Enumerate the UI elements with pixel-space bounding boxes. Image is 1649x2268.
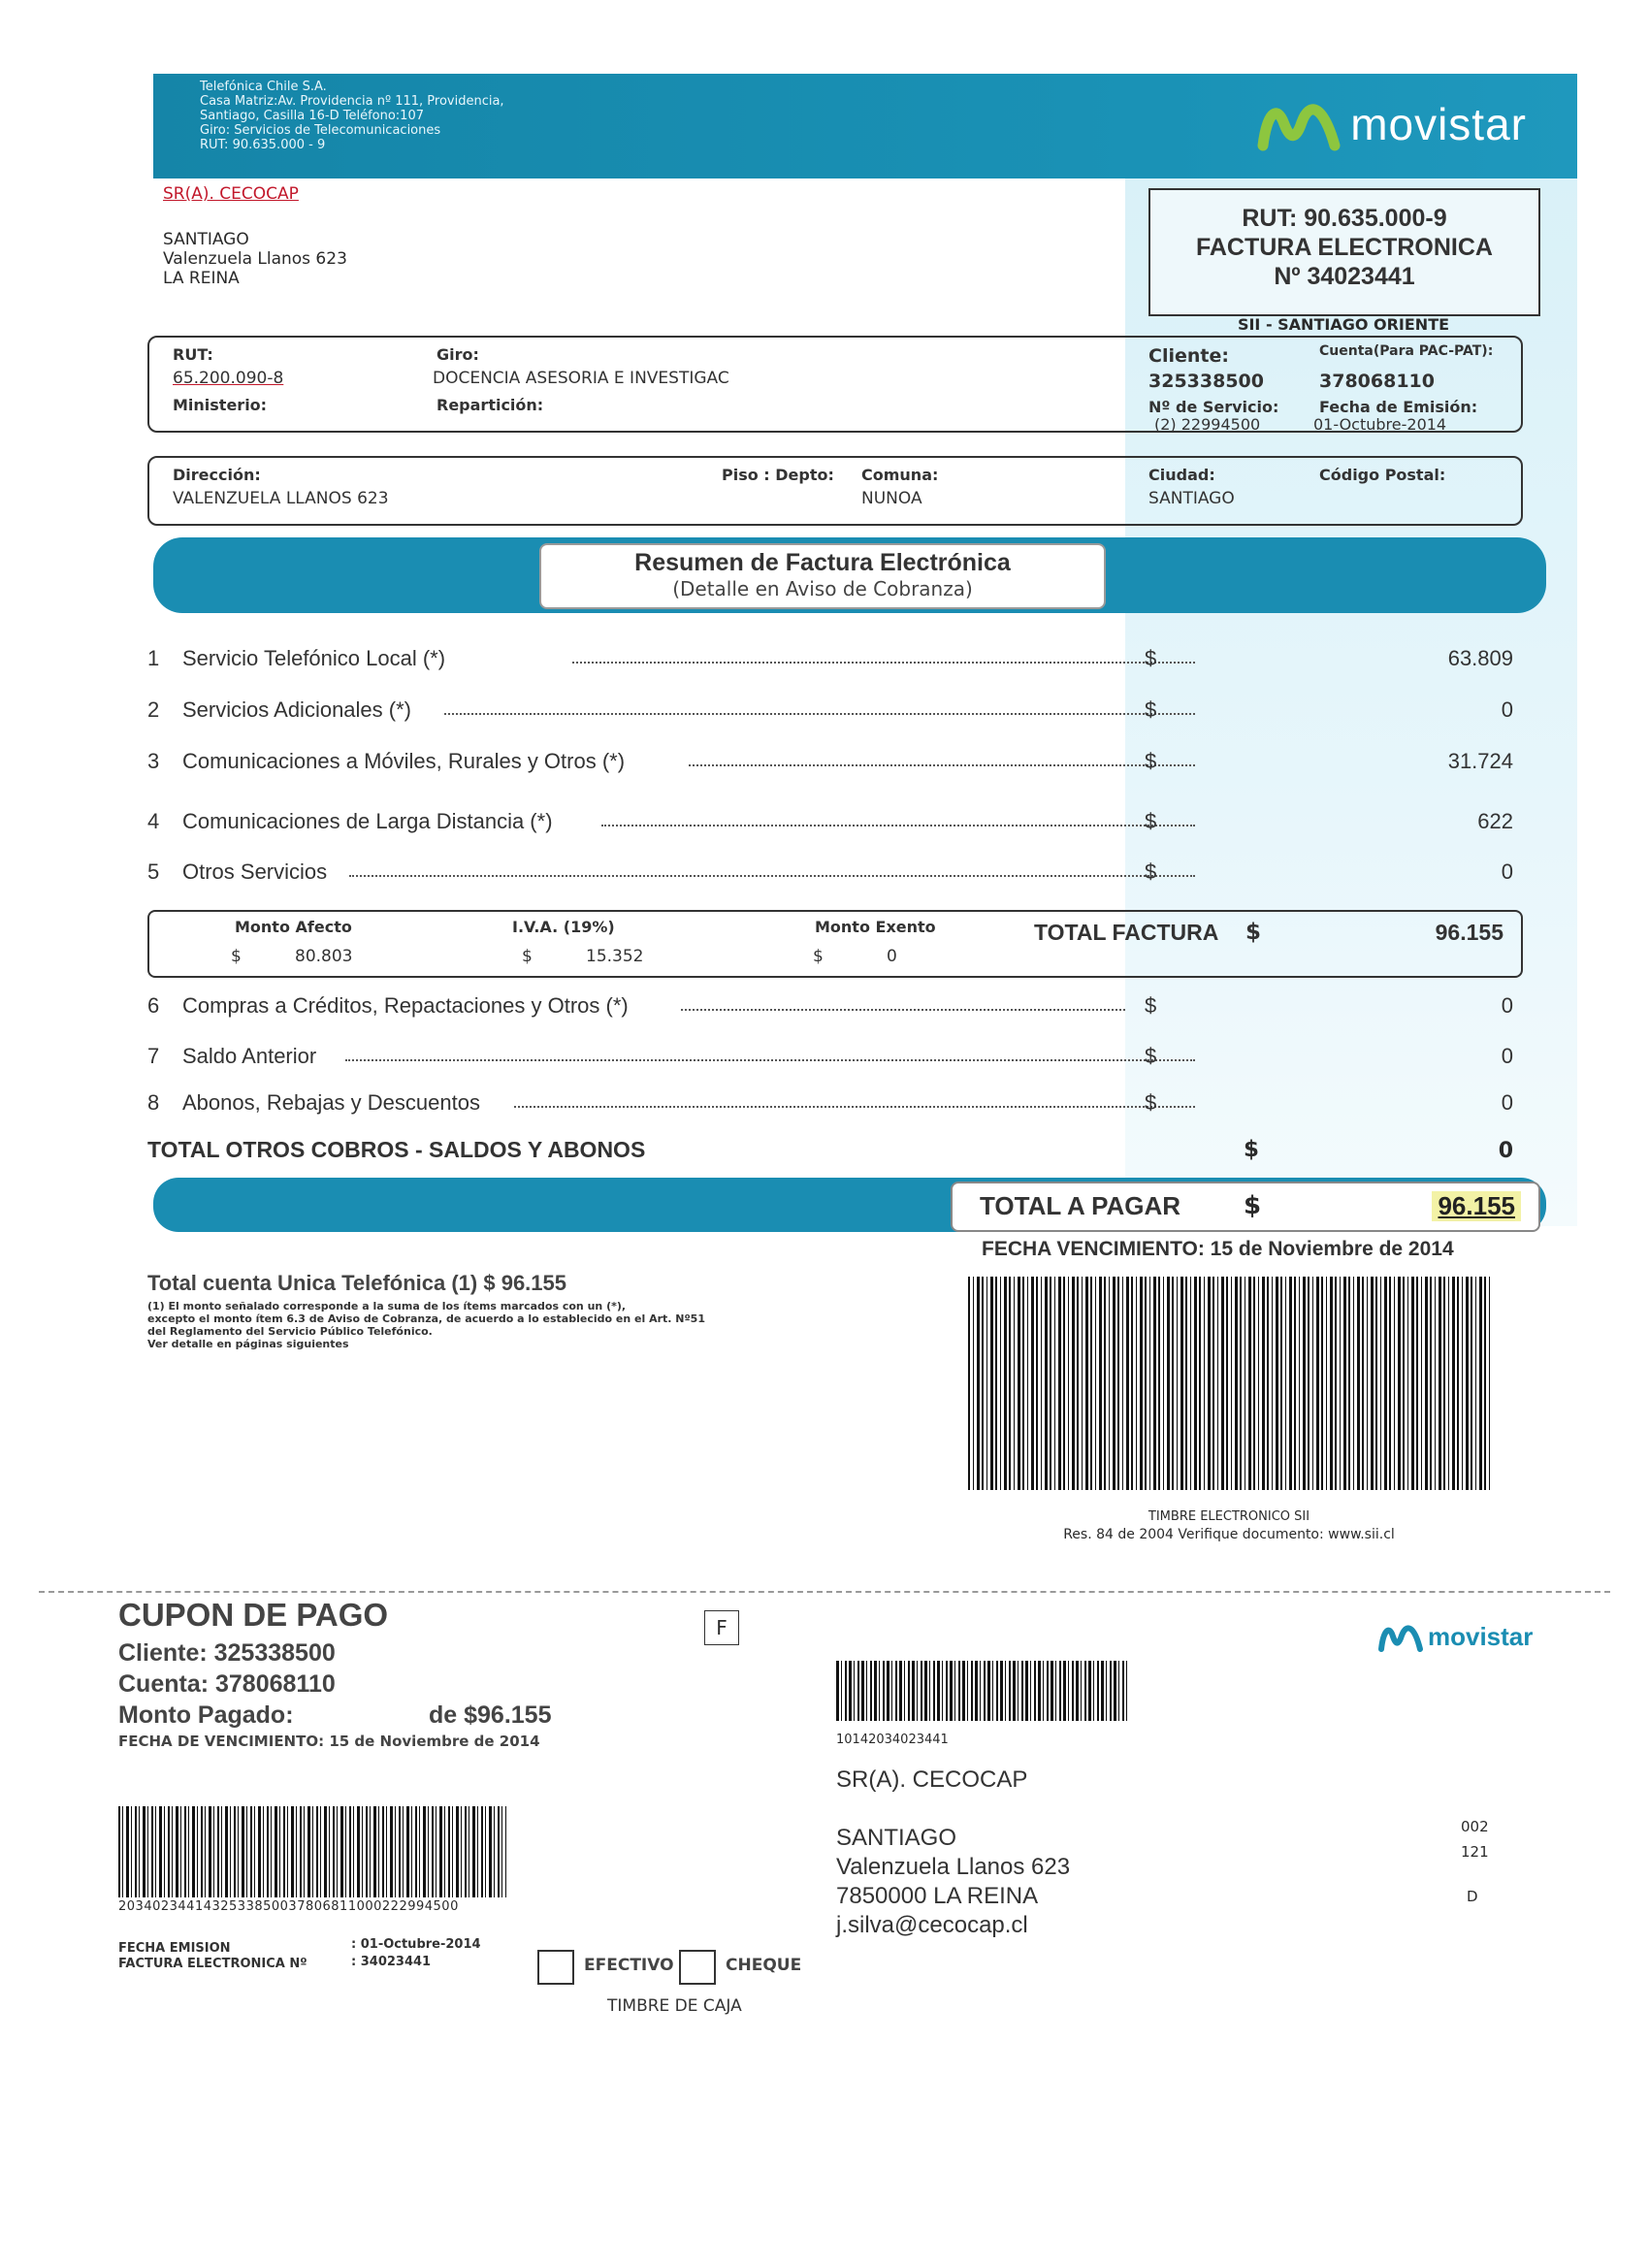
giro-value: DOCENCIA ASESORIA E INVESTIGAC (433, 369, 729, 388)
summary-row (146, 1090, 1513, 1123)
comuna-value: NUNOA (861, 489, 922, 508)
rut-label: RUT: (173, 345, 213, 364)
summary-title: Resumen de Factura Electrónica (634, 549, 1011, 576)
item-description: Servicios Adicionales (*) (182, 697, 411, 722)
coupon-monto-value: de $96.155 (429, 1701, 552, 1729)
factura-total-box (147, 910, 1523, 978)
note-line: excepto el monto ítem 6.3 de Aviso de Cobranza, de acuerdo a lo establecido en el Art. Nº51 (147, 1312, 705, 1325)
coupon-barcode-number: 2034023441432533850037806811000222994500 (118, 1899, 459, 1914)
address-barcode-number: 10142034023441 (836, 1733, 949, 1747)
company-line: Santiago, Casilla 16-D Teléfono:107 (200, 109, 424, 123)
fecha-vencimiento: FECHA VENCIMIENTO: 15 de Noviembre de 2014 (982, 1238, 1454, 1260)
comuna-label: Comuna: (861, 466, 939, 484)
dot-leader (345, 1059, 1195, 1061)
dot-leader (601, 825, 1195, 826)
efectivo-checkbox[interactable] (537, 1950, 574, 1985)
company-line: RUT: 90.635.000 - 9 (200, 138, 326, 152)
servicio-value: (2) 22994500 (1154, 415, 1261, 434)
coupon-addressee-name: SR(A). CECOCAP (836, 1766, 1028, 1793)
item-description: Saldo Anterior (182, 1044, 317, 1068)
addressee-street: Valenzuela Llanos 623 (163, 249, 347, 269)
cuenta-label: Cuenta(Para PAC-PAT): (1319, 343, 1494, 359)
note-line: (1) El monto señalado corresponde a la suma de los ítems marcados con un (*), (147, 1300, 627, 1312)
coupon-addressee-street: Valenzuela Llanos 623 (836, 1854, 1071, 1880)
direccion-value: VALENZUELA LLANOS 623 (173, 489, 389, 508)
item-amount: 0 (1501, 697, 1513, 722)
fecha-emision-label: Fecha de Emisión: (1319, 398, 1478, 416)
dot-leader (444, 713, 1195, 715)
monto-exento-value: 0 (887, 947, 897, 966)
invoice-number: Nº 34023441 (1274, 263, 1415, 290)
note-line: del Reglamento del Servicio Público Telefónico. (147, 1325, 433, 1338)
addressee-name-text: SR(A). CECOCAP (163, 184, 299, 204)
summary-row (146, 1044, 1513, 1077)
currency-symbol: $ (1145, 859, 1157, 884)
sii-office: SII - SANTIAGO ORIENTE (1237, 315, 1450, 334)
currency-symbol: $ (1145, 646, 1157, 670)
cliente-value: 325338500 (1148, 371, 1264, 392)
currency-symbol: $ (1145, 697, 1157, 722)
invoice-rut: RUT: 90.635.000-9 (1242, 205, 1447, 232)
invoice-type: FACTURA ELECTRONICA (1195, 234, 1493, 261)
currency-symbol: $ (231, 947, 242, 966)
total-pagar-label: TOTAL A PAGAR (980, 1191, 1181, 1220)
summary-title-box (539, 543, 1106, 609)
total-factura-label: TOTAL FACTURA (1034, 920, 1219, 945)
address-box (147, 456, 1523, 526)
currency-symbol: $ (1145, 1044, 1157, 1068)
timbre-line-2: Res. 84 de 2004 Verifique documento: www.sii.cl (1063, 1527, 1395, 1542)
cheque-checkbox[interactable] (679, 1950, 716, 1985)
item-amount: 0 (1501, 1090, 1513, 1115)
summary-row (146, 809, 1513, 842)
item-number: 2 (147, 697, 160, 722)
addressee-address (163, 230, 347, 288)
item-amount: 0 (1501, 859, 1513, 884)
ciudad-value: SANTIAGO (1148, 489, 1235, 508)
currency-symbol: $ (813, 947, 824, 966)
company-line: Casa Matriz:Av. Providencia nº 111, Providencia, (200, 94, 504, 109)
movistar-logo (1257, 95, 1527, 153)
factura-value: : 34023441 (351, 1955, 432, 1969)
coupon-title: CUPON DE PAGO (118, 1597, 389, 1633)
fecha-emision-value: 01-Octubre-2014 (1313, 415, 1447, 434)
item-amount: 0 (1501, 993, 1513, 1018)
piso-label: Piso : Depto: (722, 466, 834, 484)
coupon-brand-name: movistar (1428, 1621, 1534, 1651)
f-box: F (704, 1610, 739, 1645)
item-amount: 63.809 (1447, 646, 1513, 670)
addressee-city: SANTIAGO (163, 230, 249, 249)
summary-row (146, 646, 1513, 679)
item-number: 8 (147, 1090, 160, 1115)
header-bar (153, 74, 1577, 178)
total-pagar-value: 96.155 (1432, 1191, 1521, 1221)
item-description: Comunicaciones a Móviles, Rurales y Otros (*) (182, 749, 626, 773)
cuenta-value: 378068110 (1319, 371, 1435, 392)
ministerio-label: Ministerio: (173, 396, 268, 414)
currency-symbol: $ (1145, 749, 1157, 773)
timbre-line-1: TIMBRE ELECTRONICO SII (1148, 1509, 1310, 1524)
item-amount: 31.724 (1447, 749, 1513, 773)
movistar-m-icon (1377, 1620, 1424, 1653)
monto-afecto-value: 80.803 (295, 947, 353, 966)
dot-leader (514, 1106, 1195, 1108)
currency-symbol: $ (1244, 1191, 1262, 1220)
coupon-addressee-city: SANTIAGO (836, 1825, 957, 1851)
iva-label: I.V.A. (19%) (512, 918, 615, 936)
item-number: 4 (147, 809, 160, 833)
iva-value: 15.352 (586, 947, 644, 966)
summary-row (146, 697, 1513, 730)
brand-name: movistar (1350, 99, 1527, 149)
item-description: Comunicaciones de Larga Distancia (*) (182, 809, 553, 833)
movistar-m-icon (1257, 95, 1341, 153)
summary-subtitle: (Detalle en Aviso de Cobranza) (672, 577, 973, 600)
currency-symbol: $ (1145, 993, 1157, 1018)
direccion-label: Dirección: (173, 466, 261, 484)
currency-symbol: $ (522, 947, 533, 966)
item-number: 7 (147, 1044, 160, 1068)
reparticion-label: Repartición: (436, 396, 544, 414)
summary-row (146, 749, 1513, 782)
efectivo-label: EFECTIVO (584, 1956, 674, 1975)
currency-symbol: $ (1145, 1090, 1157, 1115)
total-factura-value: 96.155 (1435, 920, 1504, 945)
item-description: Otros Servicios (182, 859, 328, 884)
summary-row (146, 859, 1513, 892)
rut-value: 65.200.090-8 (173, 369, 284, 388)
timbre-caja: TIMBRE DE CAJA (607, 1996, 742, 2016)
address-barcode (836, 1661, 1127, 1721)
otros-cobros-value: 0 (1498, 1139, 1513, 1163)
coupon-addressee-email: j.silva@cecocap.cl (836, 1912, 1028, 1938)
ciudad-label: Ciudad: (1148, 466, 1215, 484)
currency-symbol: $ (1145, 809, 1157, 833)
route-code: 002 (1461, 1818, 1489, 1835)
item-description: Compras a Créditos, Repactaciones y Otros (*) (182, 993, 629, 1018)
codigo-postal-label: Código Postal: (1319, 466, 1446, 484)
total-unica-title: Total cuenta Unica Telefónica (1) $ 96.155 (147, 1271, 566, 1295)
item-number: 3 (147, 749, 160, 773)
client-info-box (147, 336, 1523, 433)
cheque-label: CHEQUE (726, 1956, 802, 1975)
invoice-rut-box (1148, 188, 1540, 316)
cliente-label: Cliente: (1148, 345, 1229, 367)
dot-leader (349, 875, 1195, 877)
coupon-barcode (118, 1806, 506, 1897)
timbre-electronico-barcode (968, 1277, 1490, 1490)
otros-cobros-label: TOTAL OTROS COBROS - SALDOS Y ABONOS (147, 1137, 646, 1162)
coupon-movistar-logo (1377, 1620, 1533, 1653)
item-description: Servicio Telefónico Local (*) (182, 646, 446, 670)
dot-leader (572, 662, 1195, 664)
emision-value: : 01-Octubre-2014 (351, 1937, 481, 1952)
factura-label: FACTURA ELECTRONICA Nº (118, 1957, 307, 1971)
note-line: Ver detalle en páginas siguientes (147, 1338, 349, 1350)
dot-leader (681, 1009, 1125, 1011)
coupon-vencimiento: FECHA DE VENCIMIENTO: 15 de Noviembre de 2014 (118, 1733, 540, 1750)
item-number: 5 (147, 859, 160, 884)
coupon-cuenta: Cuenta: 378068110 (118, 1670, 336, 1698)
cut-line (39, 1591, 1610, 1593)
coupon-cliente: Cliente: 325338500 (118, 1639, 336, 1667)
notes (147, 1300, 807, 1350)
servicio-label: Nº de Servicio: (1148, 398, 1279, 416)
currency-symbol: $ (1244, 1137, 1260, 1162)
addressee-commune: LA REINA (163, 269, 240, 288)
coupon-monto-label: Monto Pagado: (118, 1701, 294, 1729)
summary-row (146, 993, 1513, 1026)
emision-label: FECHA EMISION (118, 1941, 231, 1956)
item-number: 1 (147, 646, 160, 670)
route-code: 121 (1461, 1843, 1489, 1861)
coupon-addressee-commune: 7850000 LA REINA (836, 1883, 1039, 1909)
item-amount: 0 (1501, 1044, 1513, 1068)
item-amount: 622 (1477, 809, 1513, 833)
giro-label: Giro: (436, 345, 479, 364)
monto-exento-label: Monto Exento (815, 918, 936, 936)
company-line: Giro: Servicios de Telecomunicaciones (200, 123, 441, 138)
currency-symbol: $ (1245, 920, 1262, 945)
item-number: 6 (147, 993, 160, 1018)
company-info (200, 80, 504, 152)
addressee-name (163, 184, 299, 204)
route-code: D (1467, 1888, 1478, 1905)
company-line: Telefónica Chile S.A. (200, 80, 327, 94)
monto-afecto-label: Monto Afecto (235, 918, 352, 936)
item-description: Abonos, Rebajas y Descuentos (182, 1090, 480, 1115)
total-pagar-box (951, 1182, 1540, 1232)
dot-leader (689, 764, 1195, 766)
